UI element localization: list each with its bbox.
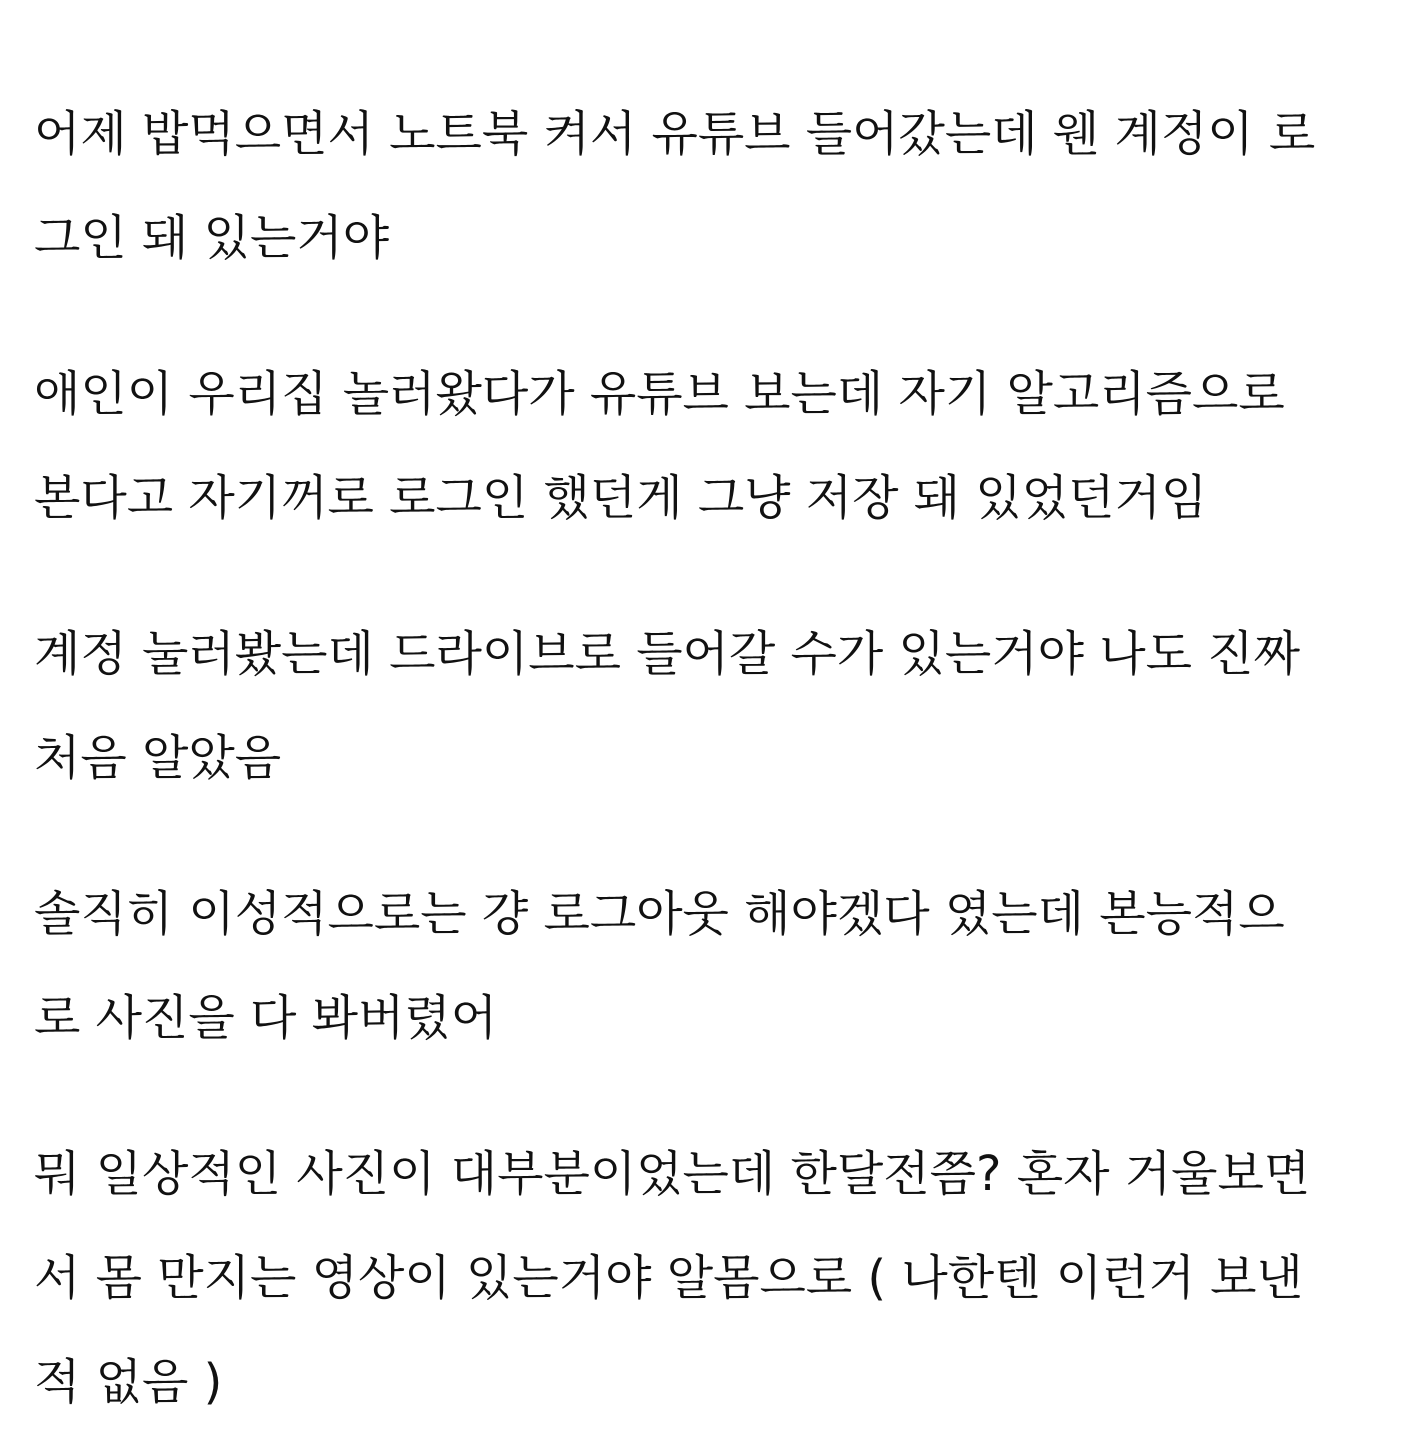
paragraph-2 <box>34 342 1399 550</box>
paragraph-gap <box>34 290 1399 342</box>
paragraph-4 <box>34 862 1399 1070</box>
text-line: 처음 알았음 <box>34 730 282 786</box>
text-line: 그인 돼 있는거야 <box>34 210 390 266</box>
text-line: 애인이 우리집 놀러왔다가 유튜브 보는데 자기 알고리즘으로 <box>34 366 1285 422</box>
paragraph-gap <box>34 1070 1399 1122</box>
post-body <box>34 82 1399 1434</box>
paragraph-gap <box>34 810 1399 862</box>
text-line: 서 몸 만지는 영상이 있는거야 알몸으로 ( 나한텐 이런거 보낸 <box>34 1250 1303 1306</box>
paragraph-5 <box>34 1122 1399 1434</box>
paragraph-gap <box>34 550 1399 602</box>
paragraph-3 <box>34 602 1399 810</box>
text-line: 로 사진을 다 봐버렸어 <box>34 990 498 1046</box>
paragraph-1 <box>34 82 1399 290</box>
text-line: 계정 눌러봤는데 드라이브로 들어갈 수가 있는거야 나도 진짜 <box>34 626 1301 682</box>
text-line: 적 없음 ) <box>34 1354 223 1410</box>
text-line: 솔직히 이성적으로는 걍 로그아웃 해야겠다 였는데 본능적으 <box>34 886 1285 942</box>
text-line: 뭐 일상적인 사진이 대부분이었는데 한달전쯤? 혼자 거울보면 <box>34 1146 1311 1202</box>
text-line: 본다고 자기꺼로 로그인 했던게 그냥 저장 돼 있었던거임 <box>34 470 1208 526</box>
text-line: 어제 밥먹으면서 노트북 켜서 유튜브 들어갔는데 웬 계정이 로 <box>34 106 1316 162</box>
